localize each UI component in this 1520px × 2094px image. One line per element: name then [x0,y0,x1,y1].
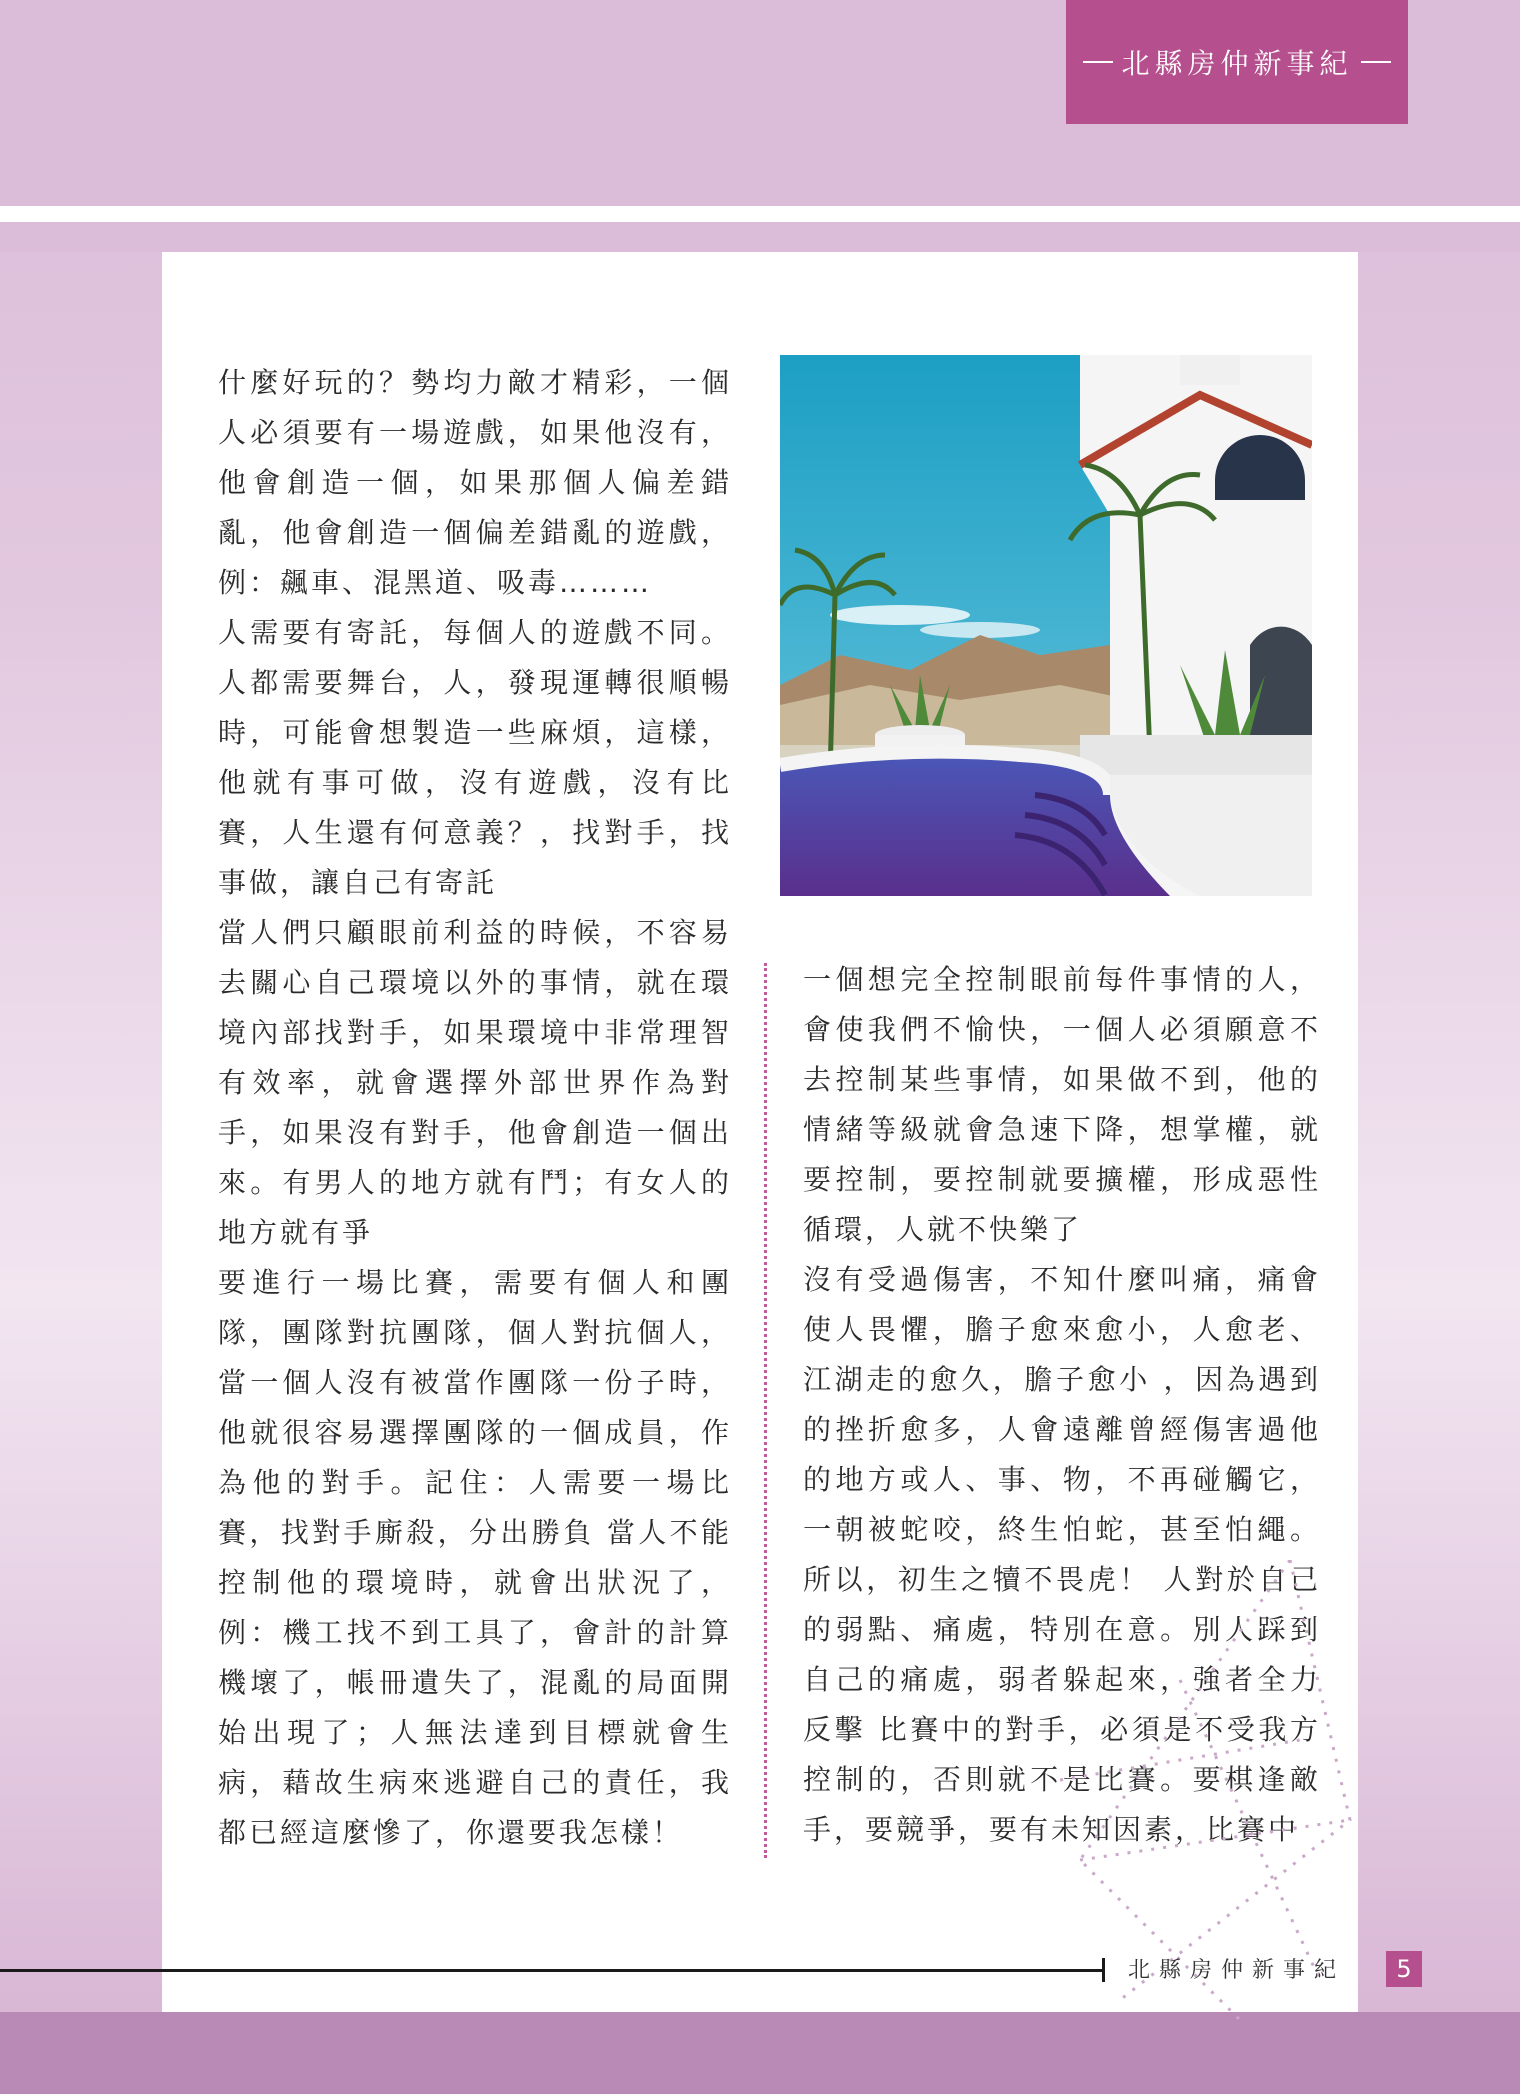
page-number: 5 [1386,1951,1422,1987]
title-dash-right [1361,61,1391,63]
footer-title: 北縣房仲新事紀 [1128,1958,1346,1983]
footer-rule-tick [1102,1958,1105,1982]
header-title: 北縣房仲新事紀 [1121,47,1353,80]
left-text-column [218,358,732,1858]
pool-villa-photo [780,355,1312,896]
paragraph: 一個想完全控制眼前每件事情的人，會使我們不愉快，一個人必須願意不去控制某些事情，如果做不到，他的情緒等級就會急速下降，想掌權，就要控制，要控制就要擴權，形成惡性循環，人就不快樂了 [803,963,1321,1246]
header-lower-stripe [0,222,1520,252]
header-divider-stripe [0,206,1520,222]
footer-band [0,2012,1520,2094]
paragraph: 人需要有寄託，每個人的遊戲不同。人都需要舞台，人，發現運轉很順暢時，可能會想製造一些麻煩，這樣，他就有事可做，沒有遊戲，沒有比賽，人生還有何意義？，找對手，找事做，讓自己有寄託 [218,616,732,899]
title-dash-left [1083,61,1113,63]
footer-rule [0,1969,1102,1972]
paragraph: 沒有受過傷害，不知什麼叫痛，痛會使人畏懼，膽子愈來愈小，人愈老、江湖走的愈久，膽子愈小 ，因為遇到的挫折愈多，人會遠離曾經傷害過他的地方或人、事、物，不再碰觸它，一朝被蛇咬，終生怕蛇，甚至怕繩。所以，初生之犢不畏虎！ 人對於自己的弱點、痛處，特別在意。別人踩到自己的痛處，弱者躲起來，強者全力反擊 比賽中的對手，必須是不受我方控制的，否則就不是比賽。要棋逢敵手，要競爭，要有未知因素，比賽中 [803,1263,1321,1846]
paragraph: 什麼好玩的？勢均力敵才精彩，一個人必須要有一場遊戲，如果他沒有，他會創造一個，如果那個人偏差錯亂，他會創造一個偏差錯亂的遊戲，例：飆車、混黑道、吸毒……… [218,366,732,599]
dotted-geometric-decoration [1060,1560,1360,2020]
paragraph: 要進行一場比賽，需要有個人和團隊，團隊對抗團隊，個人對抗個人，當一個人沒有被當作團隊一份子時，他就很容易選擇團隊的一個成員，作為他的對手。記住：人需要一場比賽，找對手廝殺，分出勝負 當人不能控制他的環境時，就會出狀況了，例：機工找不到工具了，會計的計算機壞了，帳冊遺失了，混亂的局面開始出現了；人無法達到目標就會生病，藉故生病來逃避自己的責任，我都已經這麼慘了，你還要我怎樣！ [218,1266,732,1849]
header-title-tab [1066,0,1408,124]
paragraph: 當人們只顧眼前利益的時候，不容易去關心自己環境以外的事情，就在環境內部找對手，如果環境中非常理智有效率，就會選擇外部世界作為對手，如果沒有對手，他會創造一個出來。有男人的地方就有鬥；有女人的地方就有爭 [218,916,732,1249]
pool-villa-illustration [780,355,1312,896]
column-divider [764,963,767,1858]
